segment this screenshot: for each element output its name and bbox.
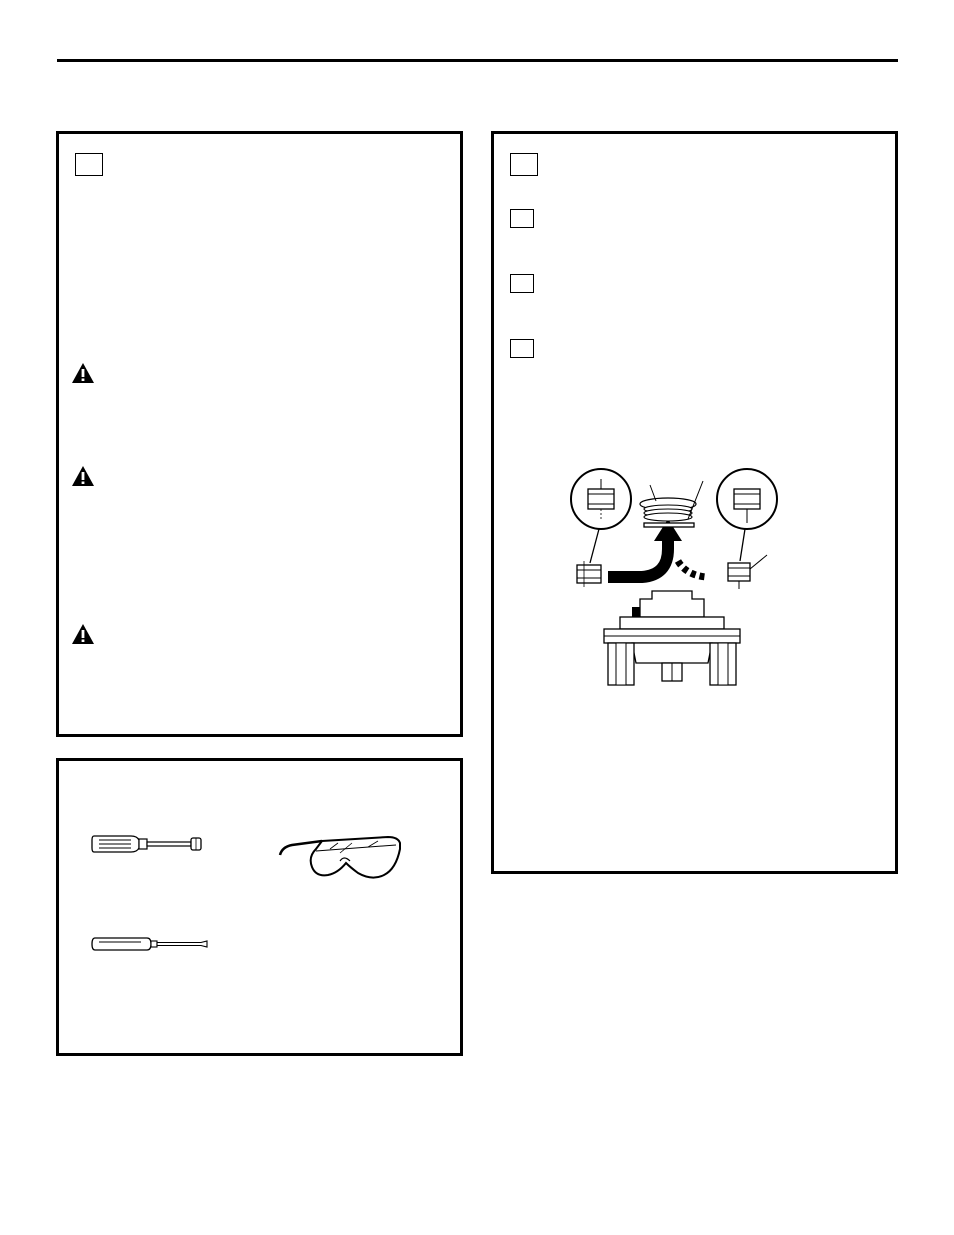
step-checkbox-4[interactable] <box>510 339 534 358</box>
warning-triangle-icon <box>72 624 94 644</box>
instructions-panel-right <box>491 131 898 874</box>
safety-glasses-icon <box>278 833 408 883</box>
step-checkbox-1[interactable] <box>510 153 538 176</box>
pressure-regulator-conversion-diagram <box>564 467 784 692</box>
nut-driver-icon <box>91 831 209 857</box>
step-checkbox-3[interactable] <box>510 274 534 293</box>
warning-triangle-icon <box>72 363 94 383</box>
header-rule <box>57 59 898 62</box>
tools-panel <box>56 758 463 1056</box>
step-checkbox-2[interactable] <box>510 209 534 228</box>
flat-screwdriver-icon <box>91 935 211 953</box>
instructions-panel-left <box>56 131 463 737</box>
warning-triangle-icon <box>72 466 94 486</box>
step-checkbox-1[interactable] <box>75 153 103 176</box>
